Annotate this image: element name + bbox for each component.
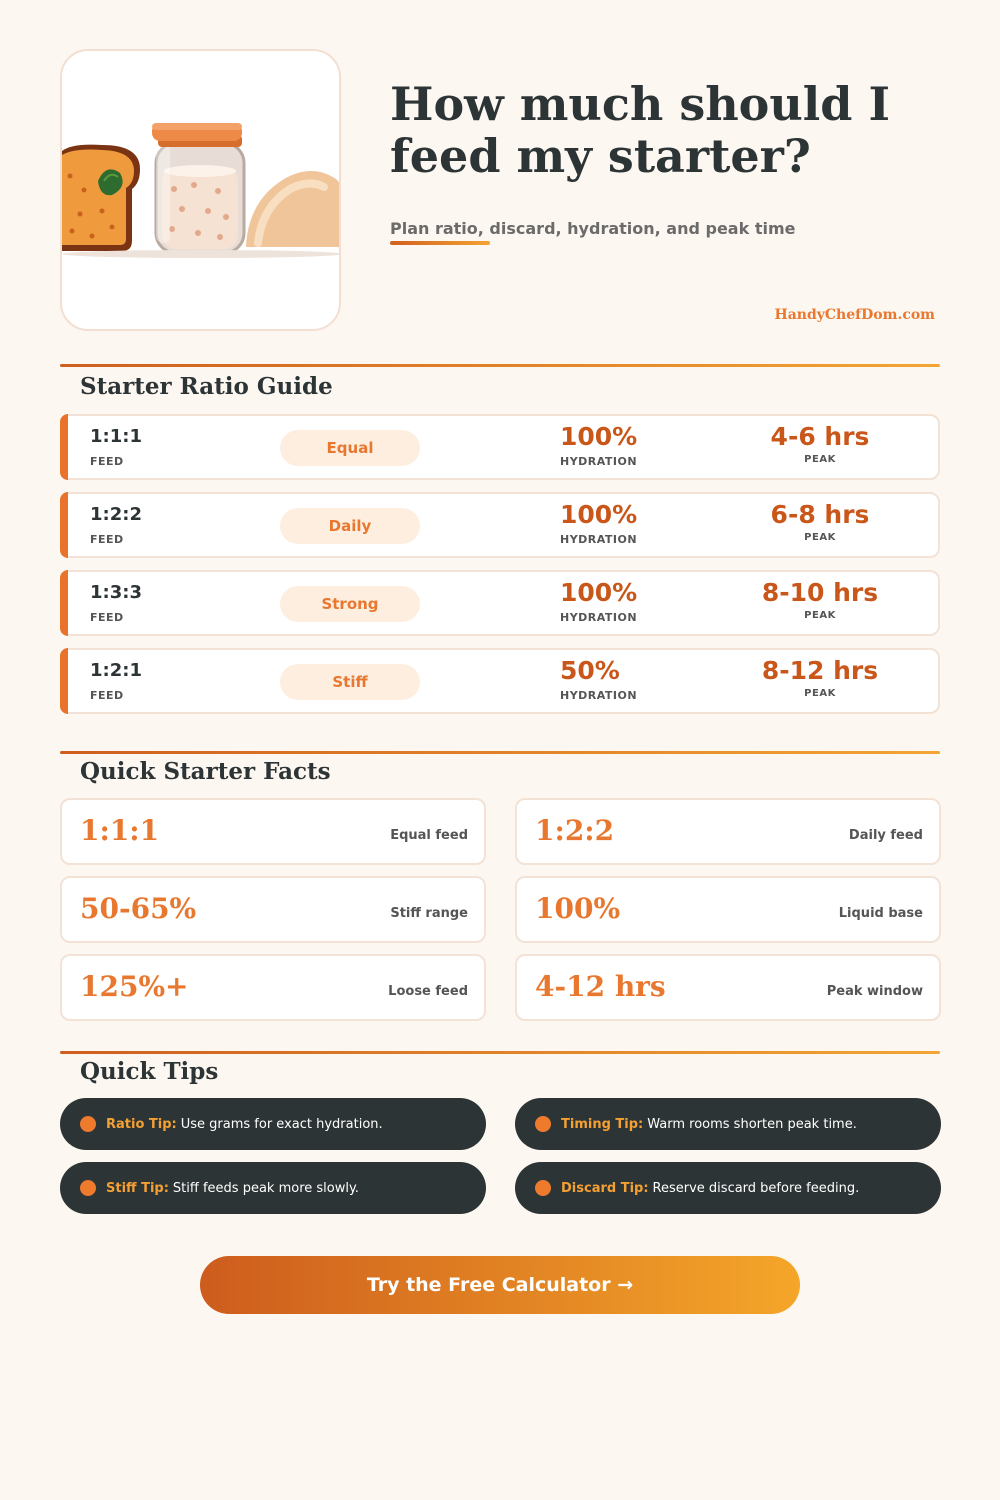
tip-label: Stiff Tip: (106, 1180, 169, 1196)
calculator-cta-button[interactable]: Try the Free Calculator → (200, 1256, 800, 1314)
fact-value: 50-65% (80, 892, 197, 925)
brand-link[interactable]: HandyChefDom.com (774, 307, 935, 323)
hydration-value: 100% (560, 578, 638, 607)
fact-value: 1:1:1 (80, 814, 160, 847)
hydration-value: 100% (560, 500, 638, 529)
fact-value: 100% (535, 892, 621, 925)
tip-text: Use grams for exact hydration. (180, 1116, 383, 1132)
hydration-label: HYDRATION (560, 611, 638, 624)
ratio-value: 1:1:1 (90, 426, 142, 447)
peak-value: 4-6 hrs (770, 422, 870, 451)
hydration-label: HYDRATION (560, 689, 638, 702)
ratio-tag: Equal (280, 430, 420, 466)
tip-text: Stiff feeds peak more slowly. (172, 1180, 359, 1196)
fact-label: Daily feed (848, 828, 923, 843)
ratio-section-title: Starter Ratio Guide (80, 373, 333, 400)
fact-card (515, 798, 941, 865)
hydration-label: HYDRATION (560, 455, 638, 468)
ratio-value: 1:3:3 (90, 582, 142, 603)
toast-icon (62, 145, 140, 251)
fact-card (60, 876, 486, 943)
fact-card (60, 954, 486, 1021)
ratio-label: FEED (90, 455, 124, 468)
dough-ball-icon (246, 171, 341, 247)
ratio-label: FEED (90, 611, 124, 624)
hero-illustration (60, 49, 341, 331)
peak-label: PEAK (804, 688, 836, 699)
fact-label: Loose feed (388, 984, 468, 999)
hydration-value: 50% (560, 656, 620, 685)
fact-label: Equal feed (390, 828, 468, 843)
tip-pill (515, 1162, 941, 1214)
section-divider (60, 751, 940, 754)
peak-value: 8-10 hrs (761, 578, 879, 607)
peak-block (720, 422, 920, 465)
ratio-row (60, 492, 940, 558)
dot-icon (535, 1180, 551, 1196)
tip-pill (60, 1098, 486, 1150)
ratio-label: FEED (90, 689, 124, 702)
fact-label: Stiff range (390, 906, 468, 921)
tip-label: Timing Tip: (561, 1116, 644, 1132)
ratio-row (60, 414, 940, 480)
peak-block (720, 656, 920, 699)
peak-label: PEAK (804, 454, 836, 465)
subtitle-underline (390, 241, 490, 245)
fact-value: 4-12 hrs (535, 970, 666, 1003)
tips-section-title: Quick Tips (80, 1058, 219, 1085)
ratio-tag: Strong (280, 586, 420, 622)
section-divider (60, 1051, 940, 1054)
ratio-tag: Stiff (280, 664, 420, 700)
dot-icon (80, 1116, 96, 1132)
peak-label: PEAK (804, 610, 836, 621)
peak-value: 8-12 hrs (761, 656, 879, 685)
dot-icon (535, 1116, 551, 1132)
peak-block (720, 578, 920, 621)
tip-pill (515, 1098, 941, 1150)
hydration-value: 100% (560, 422, 638, 451)
tip-pill (60, 1162, 486, 1214)
ratio-row (60, 570, 940, 636)
peak-label: PEAK (804, 532, 836, 543)
fact-label: Liquid base (838, 906, 923, 921)
ratio-value: 1:2:2 (90, 504, 142, 525)
fact-label: Peak window (826, 984, 923, 999)
fact-card (515, 954, 941, 1021)
starter-jar-icon (152, 123, 244, 253)
facts-section-title: Quick Starter Facts (80, 758, 331, 785)
page-title: How much should I feed my starter? (390, 77, 890, 183)
section-divider (60, 364, 940, 367)
tip-label: Ratio Tip: (106, 1116, 177, 1132)
dot-icon (80, 1180, 96, 1196)
page-subtitle: Plan ratio, discard, hydration, and peak time (390, 219, 796, 238)
tip-text: Reserve discard before feeding. (652, 1180, 860, 1196)
fact-card (60, 798, 486, 865)
ratio-row (60, 648, 940, 714)
peak-value: 6-8 hrs (770, 500, 870, 529)
fact-value: 1:2:2 (535, 814, 615, 847)
fact-card (515, 876, 941, 943)
ratio-value: 1:2:1 (90, 660, 142, 681)
hydration-label: HYDRATION (560, 533, 638, 546)
ratio-tag: Daily (280, 508, 420, 544)
fact-value: 125%+ (80, 970, 189, 1003)
ratio-label: FEED (90, 533, 124, 546)
tip-label: Discard Tip: (561, 1180, 649, 1196)
peak-block (720, 500, 920, 543)
tip-text: Warm rooms shorten peak time. (647, 1116, 857, 1132)
